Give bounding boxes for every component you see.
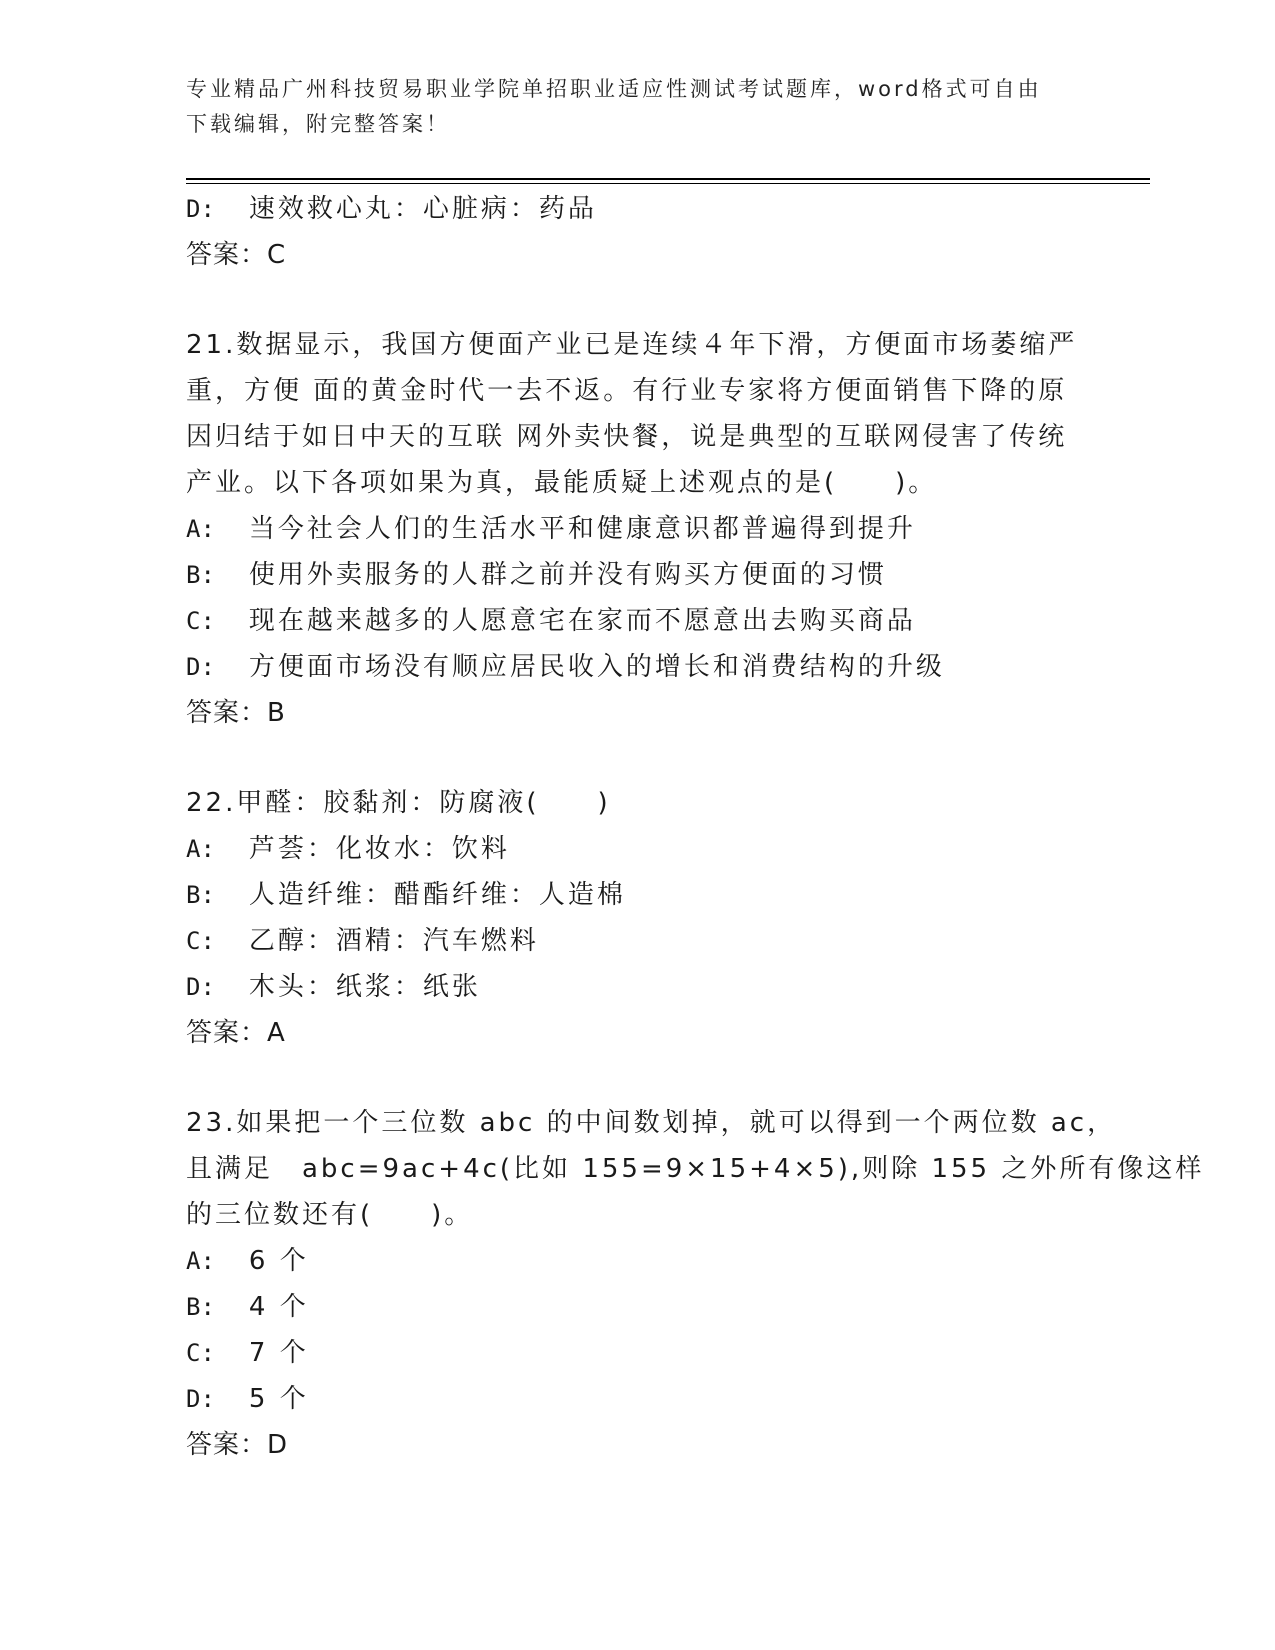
q23-stem-line-3: 的三位数还有( )。	[186, 1200, 474, 1230]
header-rule-thin	[186, 183, 1150, 184]
q21-stem-line-2: 重，方便 面的黄金时代一去不返。有行业专家将方便面销售下降的原	[186, 376, 1068, 406]
option-letter: B:	[186, 561, 215, 589]
q22-option-d	[186, 964, 1086, 1010]
option-letter: D:	[186, 195, 215, 223]
option-text: 木头：纸浆：纸张	[248, 972, 481, 1002]
option-text: 现在越来越多的人愿意宅在家而不愿意出去购买商品	[248, 606, 916, 636]
q23-option-d	[186, 1376, 1086, 1422]
page-header	[186, 72, 1066, 142]
option-letter: B:	[186, 1293, 215, 1321]
q22-option-b	[186, 872, 1086, 918]
question-23	[186, 1100, 1205, 1468]
option-text: 6 个	[248, 1246, 309, 1276]
question-content	[186, 186, 1205, 1468]
option-letter: D:	[186, 1385, 215, 1413]
option-letter: C:	[186, 927, 215, 955]
question-21	[186, 322, 1086, 736]
header-line-2: 下载编辑，附完整答案！	[186, 112, 450, 136]
option-text: 5 个	[248, 1384, 309, 1414]
option-text: 使用外卖服务的人群之前并没有购买方便面的习惯	[248, 560, 887, 590]
option-text: 人造纤维：醋酯纤维：人造棉	[248, 880, 626, 910]
q23-option-c	[186, 1330, 1086, 1376]
option-letter: D:	[186, 973, 215, 1001]
q23-answer: 答案：D	[186, 1430, 289, 1460]
option-letter: D:	[186, 653, 215, 681]
q22-option-a	[186, 826, 1086, 872]
option-letter: C:	[186, 1339, 215, 1367]
header-rule-thick	[186, 178, 1150, 180]
option-letter: A:	[186, 1247, 215, 1275]
q21-option-c	[186, 598, 1086, 644]
q22-option-c	[186, 918, 1086, 964]
q23-stem-line-2: 且满足 abc=9ac+4c(比如 155=9×15+4×5),则除 155 之外所有像这样	[186, 1154, 1205, 1184]
q23-option-a	[186, 1238, 1086, 1284]
option-letter: A:	[186, 515, 215, 543]
q21-option-b	[186, 552, 1086, 598]
option-text: 当今社会人们的生活水平和健康意识都普遍得到提升	[248, 514, 916, 544]
option-text: 芦荟：化妆水：饮料	[248, 834, 510, 864]
q22-stem-line-1: 22.甲醛：胶黏剂：防腐液( )	[186, 788, 611, 818]
question-22	[186, 780, 1086, 1056]
q20-option-d	[186, 186, 1086, 232]
option-letter: A:	[186, 835, 215, 863]
q21-stem-line-3: 因归结于如日中天的互联 网外卖快餐，说是典型的互联网侵害了传统	[186, 422, 1068, 452]
q21-stem-line-4: 产业。以下各项如果为真，最能质疑上述观点的是( )。	[186, 468, 938, 498]
q21-option-d	[186, 644, 1086, 690]
option-letter: B:	[186, 881, 215, 909]
q23-stem-line-1: 23.如果把一个三位数 abc 的中间数划掉，就可以得到一个两位数 ac，	[186, 1108, 1117, 1138]
option-letter: C:	[186, 607, 215, 635]
option-text: 乙醇：酒精：汽车燃料	[248, 926, 539, 956]
q21-option-a	[186, 506, 1086, 552]
option-text: 速效救心丸：心脏病：药品	[248, 194, 597, 224]
q23-option-b	[186, 1284, 1086, 1330]
q21-answer: 答案：B	[186, 698, 286, 728]
option-text: 4 个	[248, 1292, 309, 1322]
option-text: 方便面市场没有顺应居民收入的增长和消费结构的升级	[248, 652, 945, 682]
q21-stem-line-1: 21.数据显示，我国方便面产业已是连续４年下滑，方便面市场萎缩严	[186, 330, 1078, 360]
option-text: 7 个	[248, 1338, 309, 1368]
q22-answer: 答案：A	[186, 1018, 286, 1048]
header-line-1: 专业精品广州科技贸易职业学院单招职业适应性测试考试题库，word格式可自由	[186, 77, 1042, 101]
q20-answer: 答案：C	[186, 240, 287, 270]
